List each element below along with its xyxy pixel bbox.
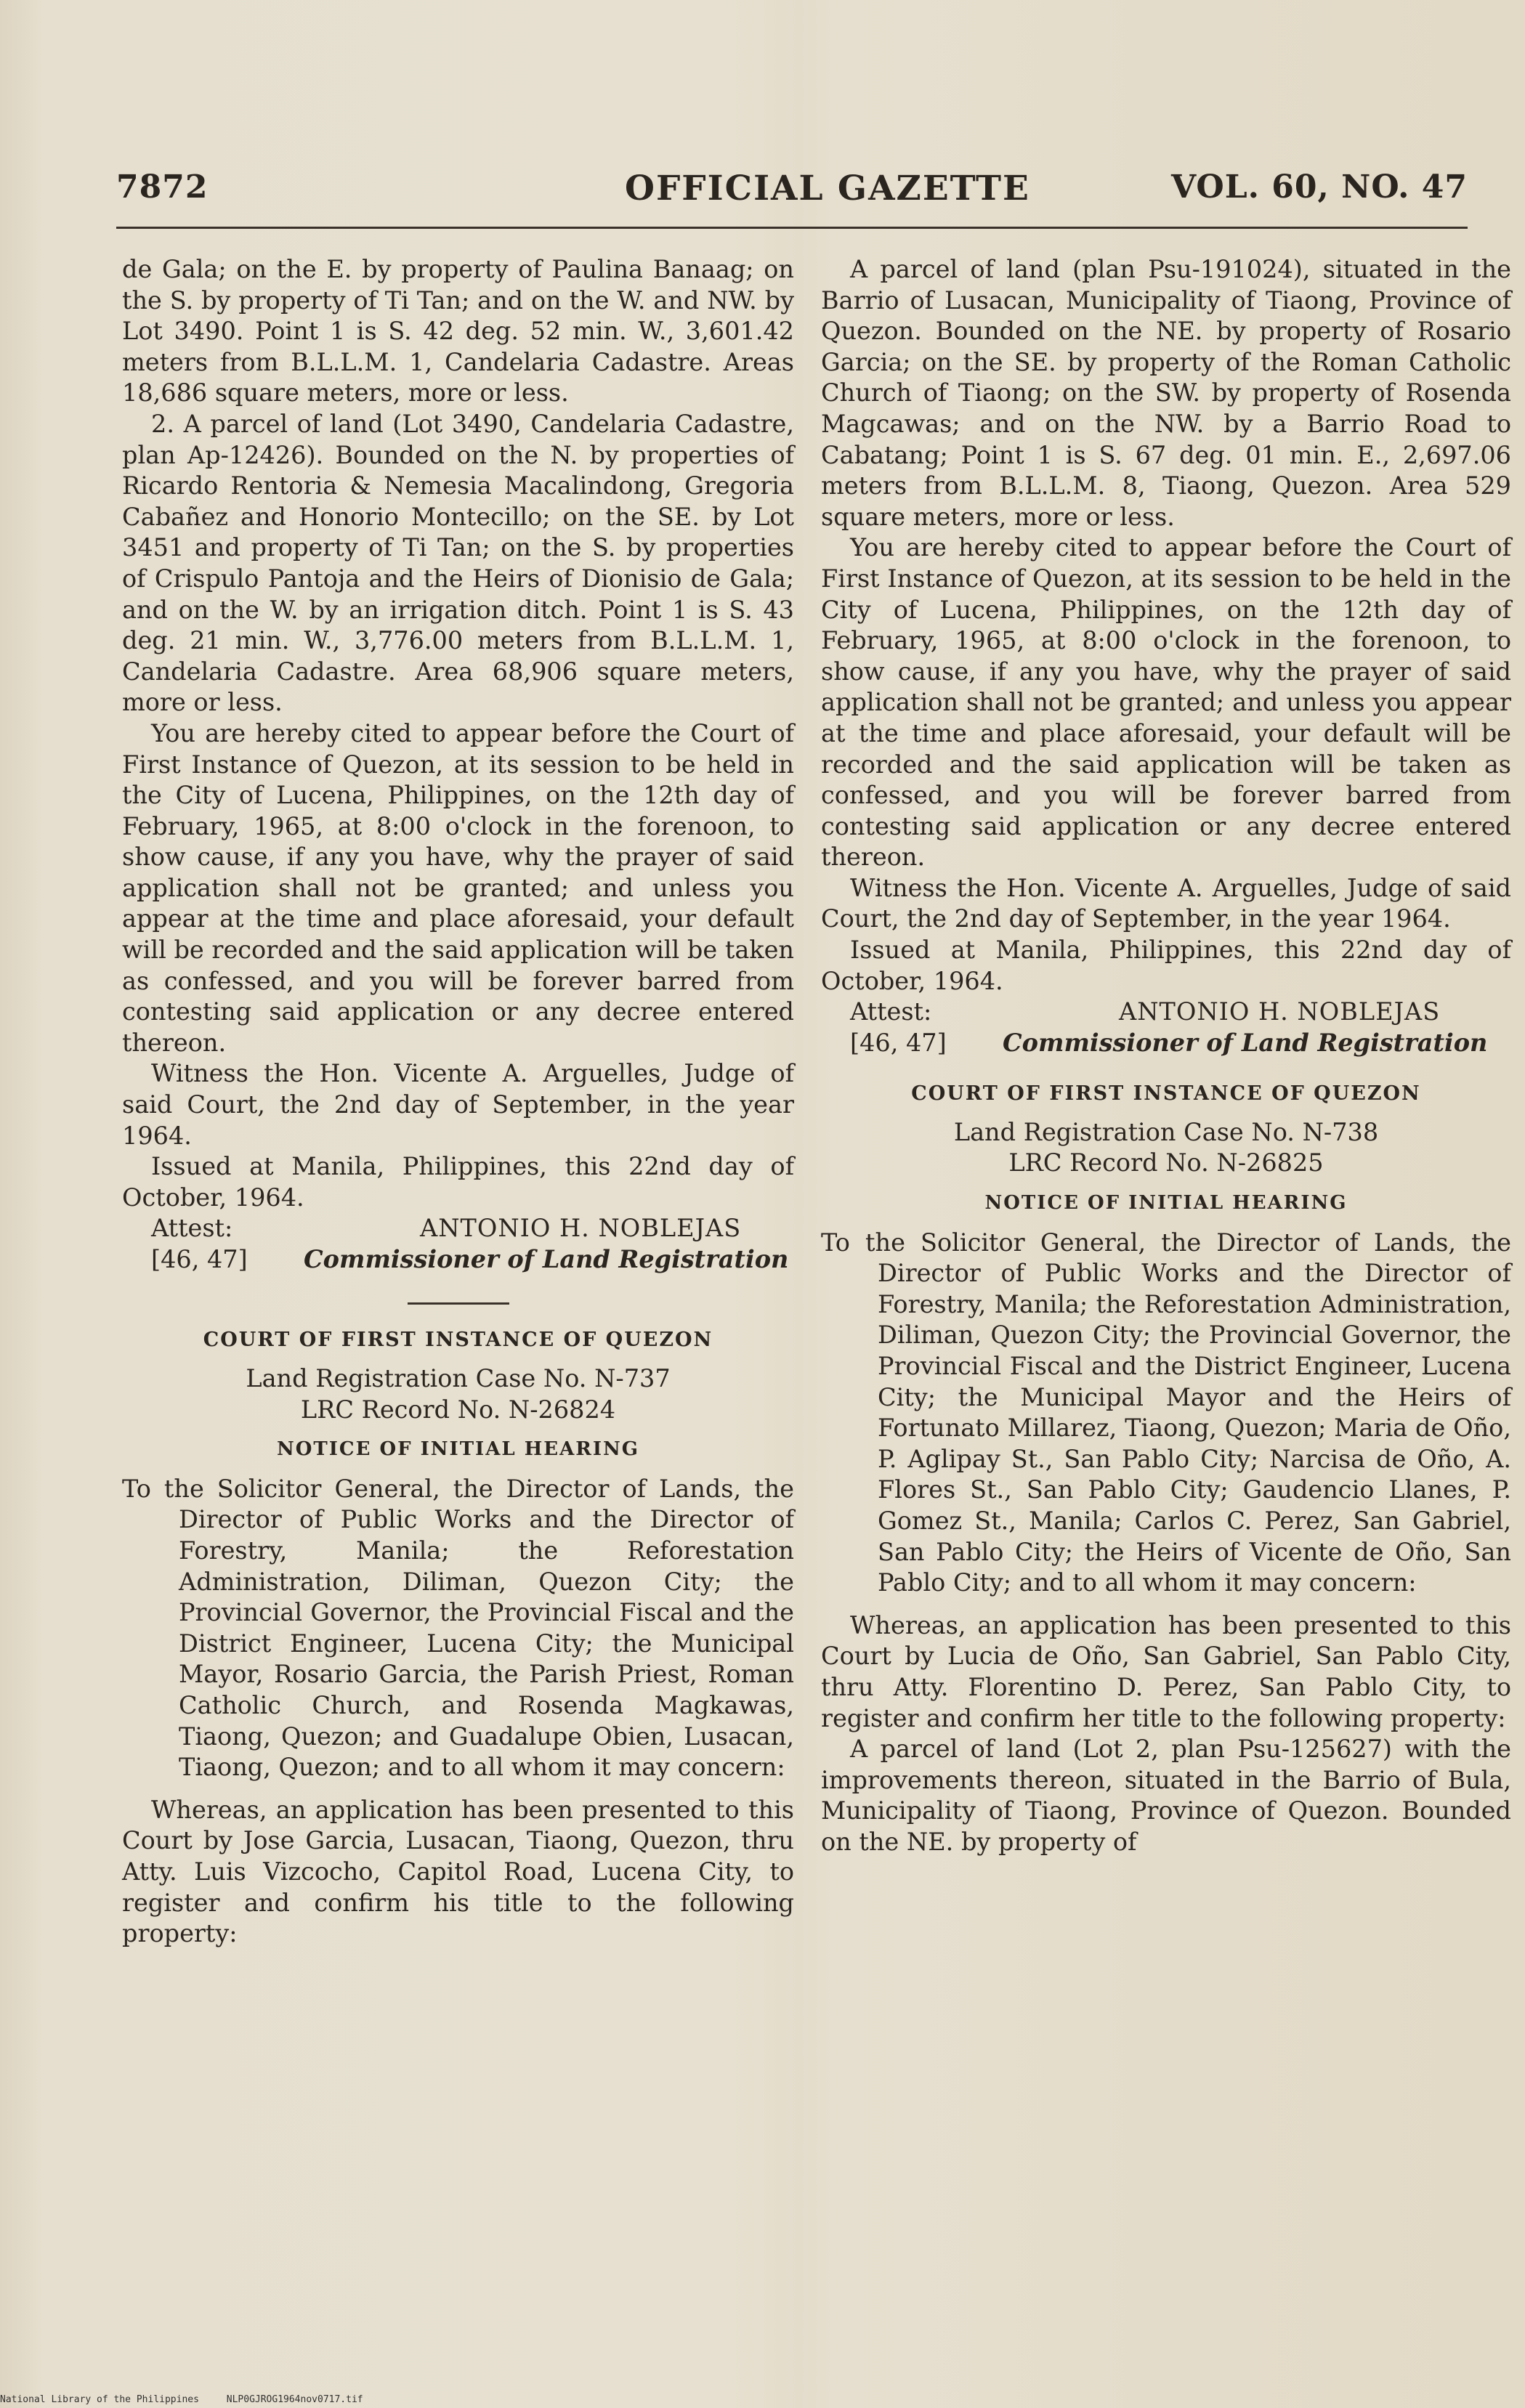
court-heading: COURT OF FIRST INSTANCE OF QUEZON (203, 1329, 713, 1352)
paragraph: Whereas, an application has been presented to this Court by Jose Garcia, Lusacan, Tiaong, Quezon, thru Atty. Luis Vizcocho, Capitol Road, Lucena City, to register and confirm his title to the following property: (122, 1795, 794, 1948)
attest-label: Attest: (850, 997, 932, 1026)
file-name: NLP0GJROG1964nov0717.tif (226, 2394, 363, 2405)
signatory-role: Commissioner of Land Registration (1003, 1029, 1488, 1058)
volume-number: VOL. 60, NO. 47 (1171, 169, 1468, 206)
paragraph: You are hereby cited to appear before the Court of First Instance of Quezon, at its session to be held in the City of Lucena, Philippines, on the 12th day of February, 1965, at 8:00 o'clock in the forenoon, to show cause, if any you have, why the prayer of said application shall not be granted; and unless you appear at the time and place aforesaid, your default will be recorded and the said application will be taken as confessed, and you will be forever barred from contesting said application or any decree entered thereon. (821, 533, 1511, 872)
spacer (821, 1058, 1511, 1069)
signatory-name: ANTONIO H. NOBLEJAS (420, 1214, 742, 1243)
left-column (122, 254, 794, 1950)
paragraph: Issued at Manila, Philippines, this 22nd day of October, 1964. (821, 936, 1511, 995)
page-header (116, 169, 1468, 212)
paragraph: Witness the Hon. Vicente A. Arguelles, Judge of said Court, the 2nd day of September, in the year 1964. (122, 1059, 794, 1150)
paragraph: Witness the Hon. Vicente A. Arguelles, Judge of said Court, the 2nd day of September, in the year 1964. (821, 873, 1511, 933)
record-number: LRC Record No. N-26824 (300, 1395, 616, 1424)
addressees: To the Solicitor General, the Director of Lands, the Director of Public Works and the Director of Forestry, Manila; the Reforestation Administration, Diliman, Quezon City; the Provincial Governor, the Provincial Fiscal and the District Engineer, Lucena City; the Municipal Mayor and the Heirs of Fortunato Millarez, Tiaong, Quezon; Maria de Oño, P. Aglipay St., San Pablo City; Narcisa de Oño, A. Flores St., San Pablo City; Gaudencio Llanes, P. Gomez St., Manila; Carlos C. Perez, San Gabriel, San Pablo City; the Heirs of Vicente de Oño, San Pablo City; and to all whom it may concern: (821, 1228, 1511, 1597)
court-heading: COURT OF FIRST INSTANCE OF QUEZON (911, 1082, 1421, 1106)
paragraph: de Gala; on the E. by property of Paulina Banaag; on the S. by property of Ti Tan; and on the W. and NW. by Lot 3490. Point 1 is S. 42 deg. 52 min. W., 3,601.42 meters from B.L.L.M. 1, Candelaria Cadastre. Areas 18,686 square meters, more or less. (122, 255, 794, 408)
signatory-role: Commissioner of Land Registration (304, 1245, 789, 1274)
case-number: Land Registration Case No. N-737 (246, 1364, 671, 1392)
paragraph: Whereas, an application has been presented to this Court by Lucia de Oño, San Gabriel, San Pablo City, thru Atty. Florentino D. Perez, San Pablo City, to register and confirm her title to the following property: (821, 1610, 1511, 1732)
attest-label: Attest: (151, 1214, 233, 1243)
issue-reference: [46, 47] (151, 1245, 248, 1274)
notice-heading: NOTICE OF INITIAL HEARING (276, 1438, 640, 1461)
scan-footer (0, 2394, 385, 2405)
publication-title: OFFICIAL GAZETTE (625, 169, 1030, 208)
paragraph: Issued at Manila, Philippines, this 22nd day of October, 1964. (122, 1152, 794, 1212)
notice-heading: NOTICE OF INITIAL HEARING (984, 1192, 1348, 1215)
case-number: Land Registration Case No. N-738 (953, 1117, 1379, 1146)
signatory-name: ANTONIO H. NOBLEJAS (1119, 997, 1441, 1026)
section-divider (408, 1302, 509, 1305)
paragraph: A parcel of land (plan Psu-191024), situated in the Barrio of Lusacan, Municipality of Tiaong, Province of Quezon. Bounded on the NE. by property of Rosario Garcia; on the SE. by property of the Roman Catholic Church of Tiaong; on the SW. by property of Rosenda Magcawas; and on the NW. by a Barrio Road to Cabatang; Point 1 is S. 67 deg. 01 min. E., 2,697.06 meters from B.L.L.M. 8, Tiaong, Quezon. Area 529 square meters, more or less. (821, 255, 1511, 531)
header-rule (116, 227, 1468, 229)
addressees: To the Solicitor General, the Director of Lands, the Director of Public Works and the Director of Forestry, Manila; the Reforestation Administration, Diliman, Quezon City; the Provincial Governor, the Provincial Fiscal and the District Engineer, Lucena City; the Municipal Mayor, Rosario Garcia, the Parish Priest, Roman Catholic Church, and Rosenda Magkawas, Tiaong, Quezon; and Guadalupe Obien, Lusacan, Tiaong, Quezon; and to all whom it may concern: (122, 1474, 794, 1782)
page-number: 7872 (116, 169, 209, 206)
paragraph: A parcel of land (Lot 2, plan Psu-125627) with the improvements thereon, situated in the Barrio of Bula, Municipality of Tiaong, Province of Quezon. Bounded on the NE. by property of (821, 1735, 1511, 1856)
right-column (821, 254, 1511, 1858)
library-credit: National Library of the Philippines (0, 2394, 199, 2405)
issue-reference: [46, 47] (850, 1029, 947, 1058)
paragraph: You are hereby cited to appear before the Court of First Instance of Quezon, at its session to be held in the City of Lucena, Philippines, on the 12th day of February, 1965, at 8:00 o'clock in the forenoon, to show cause, if any you have, why the prayer of said application shall not be granted; and unless you appear at the time and place aforesaid, your default will be recorded and the said application will be taken as confessed, and you will be forever barred from contesting said application or any decree entered thereon. (122, 718, 794, 1057)
signature-block (122, 1213, 794, 1275)
paragraph: 2. A parcel of land (Lot 3490, Candelaria Cadastre, plan Ap-12426). Bounded on the N. by properties of Ricardo Rentoria & Nemesia Macalindong, Gregoria Cabañez and Honorio Montecillo; on the SE. by Lot 3451 and property of Ti Tan; on the S. by properties of Crispulo Pantoja and the Heirs of Dionisio de Gala; and on the W. by an irrigation ditch. Point 1 is S. 43 deg. 21 min. W., 3,776.00 meters from B.L.L.M. 1, Candelaria Cadastre. Area 68,906 square meters, more or less. (122, 409, 794, 717)
record-number: LRC Record No. N-26825 (1008, 1148, 1324, 1177)
signature-block (821, 997, 1511, 1058)
